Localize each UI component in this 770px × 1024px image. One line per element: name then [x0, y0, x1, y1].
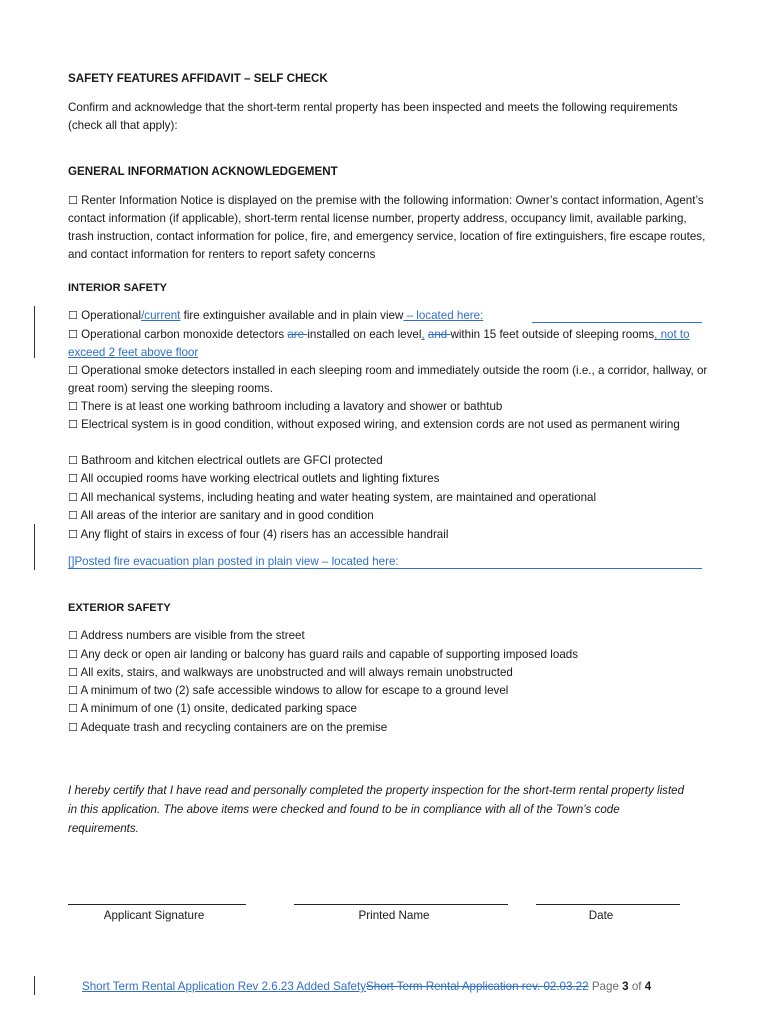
- applicant-signature-line[interactable]: [68, 904, 246, 905]
- exterior-item: [68, 627, 708, 645]
- exterior-item: [68, 682, 708, 700]
- general-heading: GENERAL INFORMATION ACKNOWLEDGEMENT: [68, 165, 338, 178]
- interior-item: [68, 398, 708, 416]
- item-text: All mechanical systems, including heating and water heating system, are maintained and operational: [80, 491, 597, 504]
- page-total: 4: [644, 980, 652, 993]
- exterior-item: [68, 646, 708, 664]
- deleted-text: and: [427, 328, 451, 341]
- page-label: Page: [591, 980, 619, 993]
- text-run: installed on each level: [307, 328, 422, 341]
- item-text: A minimum of two (2) safe accessible windows to allow for escape to a ground level: [80, 684, 509, 697]
- date-line[interactable]: [536, 904, 680, 905]
- interior-item: [68, 362, 708, 398]
- checkbox[interactable]: ☐: [68, 472, 78, 485]
- checkbox[interactable]: ☐: [68, 400, 78, 413]
- interior-heading: INTERIOR SAFETY: [68, 282, 168, 294]
- fill-in-line: [68, 568, 702, 569]
- item-text: All areas of the interior are sanitary and in good condition: [80, 509, 374, 522]
- inserted-text: /current: [141, 309, 181, 322]
- exterior-heading: EXTERIOR SAFETY: [68, 602, 171, 614]
- interior-item: [68, 452, 708, 470]
- item-text: Electrical system is in good condition, without exposed wiring, and extension cords are not used as permanent wiring: [81, 418, 680, 431]
- checkbox[interactable]: ☐: [68, 528, 78, 541]
- page-number: 3: [622, 980, 629, 993]
- inserted-text: – located here:: [403, 309, 484, 322]
- general-item: [68, 192, 708, 264]
- certification-text: I hereby certify that I have read and personally completed the property inspection for the short-term rental property listed in this application. The above items were checked and found to be in compliance with all of the Town’s code requirements.: [68, 784, 685, 835]
- deleted-text: are: [287, 328, 308, 341]
- interior-item: [68, 489, 708, 507]
- checkbox[interactable]: ☐: [68, 629, 78, 642]
- item-text: Adequate trash and recycling containers are on the premise: [80, 721, 388, 734]
- inserted-text: ,: [421, 328, 425, 341]
- inserted-evacuation-line: []Posted fire evacuation plan posted in plain view – located here:: [68, 555, 399, 568]
- checkbox[interactable]: ☐: [68, 509, 78, 522]
- date-label: Date: [588, 909, 614, 922]
- item-text: Operational smoke detectors installed in each sleeping room and immediately outside the room (i.e., a corridor, hallway, or great room) serving the sleeping rooms.: [68, 364, 708, 395]
- checkbox[interactable]: ☐: [68, 364, 78, 377]
- printed-name-label: Printed Name: [358, 909, 430, 922]
- text-run: within 15 feet outside of sleeping rooms: [450, 328, 655, 341]
- item-text: All exits, stairs, and walkways are unobstructed and will always remain unobstructed: [80, 666, 513, 679]
- fill-in-line: [532, 322, 702, 323]
- text-run: Operational carbon monoxide detectors: [81, 328, 288, 341]
- checkbox[interactable]: ☐: [68, 666, 78, 679]
- interior-item: [68, 470, 708, 488]
- document-title: SAFETY FEATURES AFFIDAVIT – SELF CHECK: [68, 72, 328, 85]
- item-text: A minimum of one (1) onsite, dedicated parking space: [80, 702, 357, 715]
- revision-margin-bar: [34, 976, 35, 995]
- exterior-item: [68, 719, 708, 737]
- footer: [82, 978, 651, 996]
- checkbox[interactable]: ☐: [68, 328, 78, 341]
- interior-item: [68, 507, 708, 525]
- intro-text: Confirm and acknowledge that the short-term rental property has been inspected and meets the following requirements (check all that apply):: [68, 101, 678, 132]
- general-item-text: Renter Information Notice is displayed on the premise with the following information: Owner’s contact information, Agent’s contact information (if applicable), short-term rental license number, property address, occupancy limit, available parking, trash instruction, contact information for police, fire, and emergency service, location of fire extinguishers, fire escape routes, and contact information for renters to report safety concerns: [68, 194, 706, 261]
- revision-margin-bar: [34, 524, 35, 570]
- checkbox[interactable]: ☐: [68, 648, 78, 661]
- footer-inserted-text: Short Term Rental Application Rev 2.6.23 Added Safety: [82, 980, 367, 993]
- inserted-text: , not to exceed 2 feet above floor: [68, 328, 690, 359]
- interior-item-co-detectors: [68, 326, 708, 362]
- text-run: fire extinguisher available and in plain view: [180, 309, 404, 322]
- item-text: Any deck or open air landing or balcony has guard rails and capable of supporting imposed loads: [80, 648, 579, 661]
- checkbox[interactable]: ☐: [68, 418, 78, 431]
- checkbox[interactable]: ☐: [68, 454, 78, 467]
- checkbox[interactable]: ☐: [68, 309, 78, 322]
- checkbox[interactable]: ☐: [68, 702, 78, 715]
- printed-name-line[interactable]: [294, 904, 508, 905]
- footer-deleted-text: Short Term Rental Application rev. 02.03.22: [366, 980, 589, 993]
- interior-item: [68, 526, 708, 544]
- item-text: Any flight of stairs in excess of four (4) risers has an accessible handrail: [80, 528, 449, 541]
- interior-item: [68, 416, 708, 434]
- checkbox[interactable]: ☐: [68, 721, 78, 734]
- exterior-item: [68, 700, 708, 718]
- checkbox[interactable]: ☐: [68, 684, 78, 697]
- item-text: Bathroom and kitchen electrical outlets are GFCI protected: [81, 454, 383, 467]
- text-run: Operational: [81, 309, 142, 322]
- of-label: of: [631, 980, 642, 993]
- exterior-item: [68, 664, 708, 682]
- revision-margin-bar: [34, 306, 35, 358]
- checkbox[interactable]: ☐: [68, 491, 78, 504]
- item-text: Address numbers are visible from the street: [80, 629, 305, 642]
- applicant-signature-label: Applicant Signature: [103, 909, 205, 922]
- checkbox[interactable]: ☐: [68, 194, 78, 207]
- item-text: All occupied rooms have working electrical outlets and lighting fixtures: [80, 472, 440, 485]
- item-text: There is at least one working bathroom including a lavatory and shower or bathtub: [80, 400, 503, 413]
